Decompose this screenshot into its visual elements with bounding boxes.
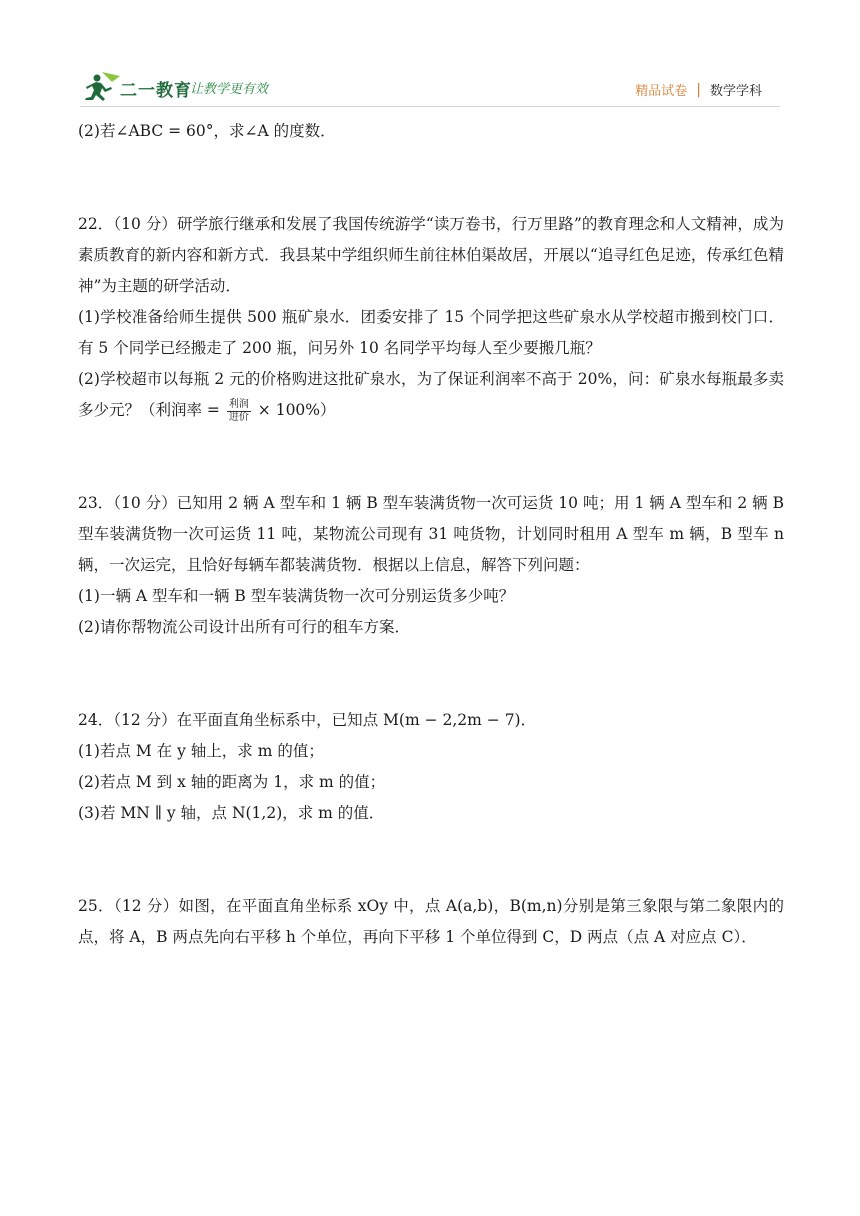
fraction-denominator: 进价 — [228, 411, 249, 423]
q22-part2-tail: × 100%） — [257, 401, 336, 419]
brand-name: 二一教育 — [120, 81, 192, 101]
question-23 — [78, 488, 784, 643]
page-header — [0, 0, 860, 110]
answer-space — [78, 643, 784, 705]
runner-logo-icon — [82, 70, 122, 104]
header-labels — [635, 80, 762, 99]
q24-part1: (1)若点 M 在 y 轴上，求 m 的值； — [78, 742, 324, 760]
answer-space — [78, 829, 784, 891]
q23-part2: (2)请你帮物流公司设计出所有可行的租车方案． — [78, 618, 410, 636]
q22-stem: 22．（10 分）研学旅行继承和发展了我国传统游学“读万卷书，行万里路”的教育理念和人文精神，成为素质教育的新内容和新方式．我县某中学组织师生前往林伯渠故居，开展以“追寻红色足迹，传承红色精神”为主题的研学活动． — [78, 215, 784, 295]
question-24 — [78, 705, 784, 829]
subject-label: 数学学科 — [709, 84, 762, 99]
header-separator: | — [696, 81, 701, 98]
fraction-numerator: 利润 — [228, 398, 249, 410]
q23-part1: (1)一辆 A 型车和一辆 B 型车装满货物一次可分别运货多少吨？ — [78, 587, 515, 605]
q22-part1: (1)学校准备给师生提供 500 瓶矿泉水．团委安排了 15 个同学把这些矿泉水从学校超市搬到校门口．有 5 个同学已经搬走了 200 瓶，问另外 10 名同学平均每人至少要搬几瓶？ — [78, 308, 784, 357]
answer-space — [78, 426, 784, 488]
q22-part2 — [78, 364, 784, 426]
exam-content — [78, 116, 784, 953]
profit-fraction — [227, 399, 251, 424]
header-divider — [80, 106, 780, 107]
brand-slogan: 让教学更有效 — [190, 82, 269, 97]
answer-space — [78, 147, 784, 209]
q25-stem: 25．（12 分）如图，在平面直角坐标系 xOy 中，点 A(a,b)，B(m,n)分别是第三象限与第二象限内的点，将 A，B 两点先向右平移 h 个单位，再向下平移 1 个单位得到 C，D 两点（点 A 对应点 C）． — [78, 897, 784, 946]
q23-stem: 23．（10 分）已知用 2 辆 A 型车和 1 辆 B 型车装满货物一次可运货 10 吨；用 1 辆 A 型车和 2 辆 B 型车装满货物一次可运货 11 吨，某物流公司现有 31 吨货物，计划同时租用 A 型车 m 辆，B 型车 n 辆，一次运完，且恰好每辆车都装满货物．根据以上信息，解答下列问题： — [78, 494, 784, 574]
paper-type-label: 精品试卷 — [635, 84, 688, 99]
q24-stem: 24．（12 分）在平面直角坐标系中，已知点 M(m − 2,2m − 7)． — [78, 711, 537, 729]
q21-part2: (2)若∠ABC = 60°，求∠A 的度数． — [78, 122, 336, 140]
logo — [82, 70, 302, 104]
question-22 — [78, 209, 784, 426]
question-25 — [78, 891, 784, 953]
q24-part3: (3)若 MN ∥ y 轴，点 N(1,2)，求 m 的值． — [78, 804, 385, 822]
q24-part2: (2)若点 M 到 x 轴的距离为 1，求 m 的值； — [78, 773, 386, 791]
q22-part2-text: (2)学校超市以每瓶 2 元的价格购进这批矿泉水，为了保证利润率不高于 20%，问：矿泉水每瓶最多卖多少元？（利润率 = — [78, 370, 784, 419]
